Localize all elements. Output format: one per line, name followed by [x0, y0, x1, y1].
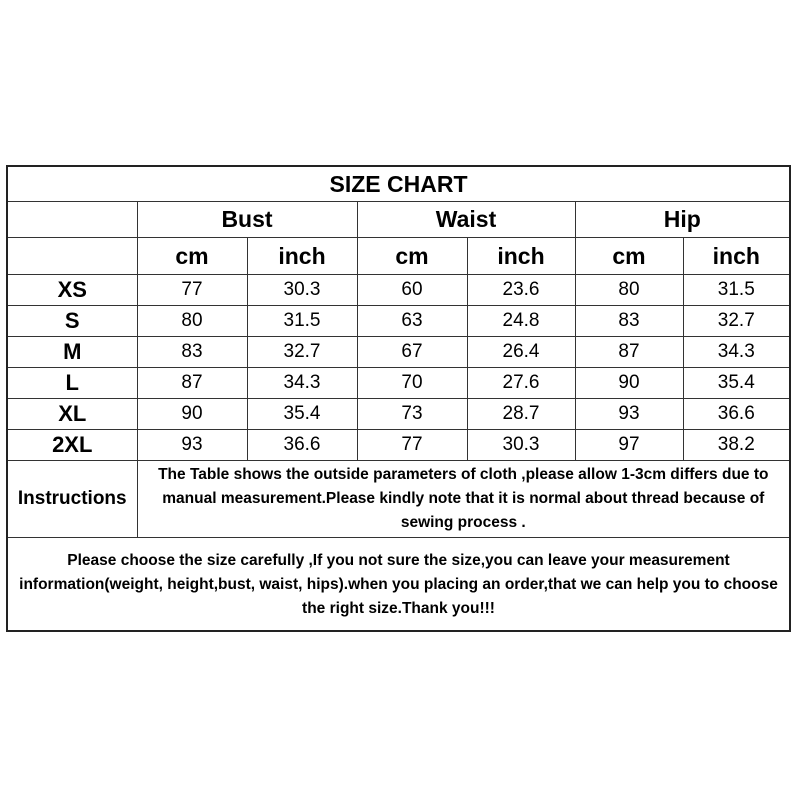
size-label: XS	[8, 275, 137, 306]
measurement-cell: 60	[357, 275, 467, 306]
chart-title: SIZE CHART	[8, 167, 789, 202]
size-chart-sheet	[6, 165, 791, 632]
measurement-cell: 77	[137, 275, 247, 306]
measurement-cell: 32.7	[683, 306, 789, 337]
measurement-cell: 38.2	[683, 430, 789, 461]
group-header-bust: Bust	[137, 202, 357, 238]
measurement-cell: 26.4	[467, 337, 575, 368]
unit-header: inch	[683, 238, 789, 275]
table-row	[8, 368, 789, 399]
size-label: S	[8, 306, 137, 337]
measurement-cell: 28.7	[467, 399, 575, 430]
size-advice-note	[8, 540, 789, 630]
group-header-row	[8, 202, 789, 238]
corner-cell	[8, 202, 137, 238]
group-header-hip: Hip	[575, 202, 789, 238]
unit-header: cm	[575, 238, 683, 275]
group-header-waist: Waist	[357, 202, 575, 238]
measurement-cell: 36.6	[247, 430, 357, 461]
measurement-cell: 80	[137, 306, 247, 337]
measurement-cell: 93	[137, 430, 247, 461]
table-row	[8, 337, 789, 368]
title-row	[8, 167, 789, 202]
measurement-cell: 24.8	[467, 306, 575, 337]
instructions-text: The Table shows the outside parameters of cloth ,please allow 1-3cm differs due to manual measurement.Please kindly note that it is normal about thread because of sewing process .	[137, 461, 789, 538]
measurement-cell: 67	[357, 337, 467, 368]
measurement-cell: 31.5	[683, 275, 789, 306]
unit-header: inch	[247, 238, 357, 275]
size-label: 2XL	[8, 430, 137, 461]
measurement-cell: 23.6	[467, 275, 575, 306]
measurement-cell: 97	[575, 430, 683, 461]
measurement-cell: 34.3	[683, 337, 789, 368]
measurement-cell: 30.3	[467, 430, 575, 461]
measurement-cell: 35.4	[247, 399, 357, 430]
measurement-cell: 93	[575, 399, 683, 430]
measurement-cell: 34.3	[247, 368, 357, 399]
measurement-cell: 87	[575, 337, 683, 368]
measurement-cell: 63	[357, 306, 467, 337]
table-row	[8, 306, 789, 337]
measurement-cell: 73	[357, 399, 467, 430]
measurement-cell: 30.3	[247, 275, 357, 306]
measurement-cell: 70	[357, 368, 467, 399]
table-row	[8, 275, 789, 306]
corner-cell	[8, 238, 137, 275]
measurement-cell: 87	[137, 368, 247, 399]
unit-header-row	[8, 238, 789, 275]
unit-header: cm	[137, 238, 247, 275]
measurement-cell: 83	[137, 337, 247, 368]
measurement-cell: 32.7	[247, 337, 357, 368]
measurement-cell: 35.4	[683, 368, 789, 399]
measurement-cell: 27.6	[467, 368, 575, 399]
size-label: M	[8, 337, 137, 368]
table-row	[8, 399, 789, 430]
instructions-label: Instructions	[8, 461, 137, 538]
size-chart-table	[8, 167, 789, 538]
instructions-row	[8, 461, 789, 538]
measurement-cell: 80	[575, 275, 683, 306]
size-advice-text: Please choose the size carefully ,If you not sure the size,you can leave your measurement information(weight, height,bust, waist, hips).when you placing an order,that we can help you to choose the right size.Thank you!!!	[19, 552, 778, 617]
measurement-cell: 83	[575, 306, 683, 337]
measurement-cell: 77	[357, 430, 467, 461]
measurement-cell: 31.5	[247, 306, 357, 337]
table-row	[8, 430, 789, 461]
measurement-cell: 90	[575, 368, 683, 399]
measurement-cell: 90	[137, 399, 247, 430]
unit-header: inch	[467, 238, 575, 275]
measurement-cell: 36.6	[683, 399, 789, 430]
size-label: L	[8, 368, 137, 399]
unit-header: cm	[357, 238, 467, 275]
size-label: XL	[8, 399, 137, 430]
